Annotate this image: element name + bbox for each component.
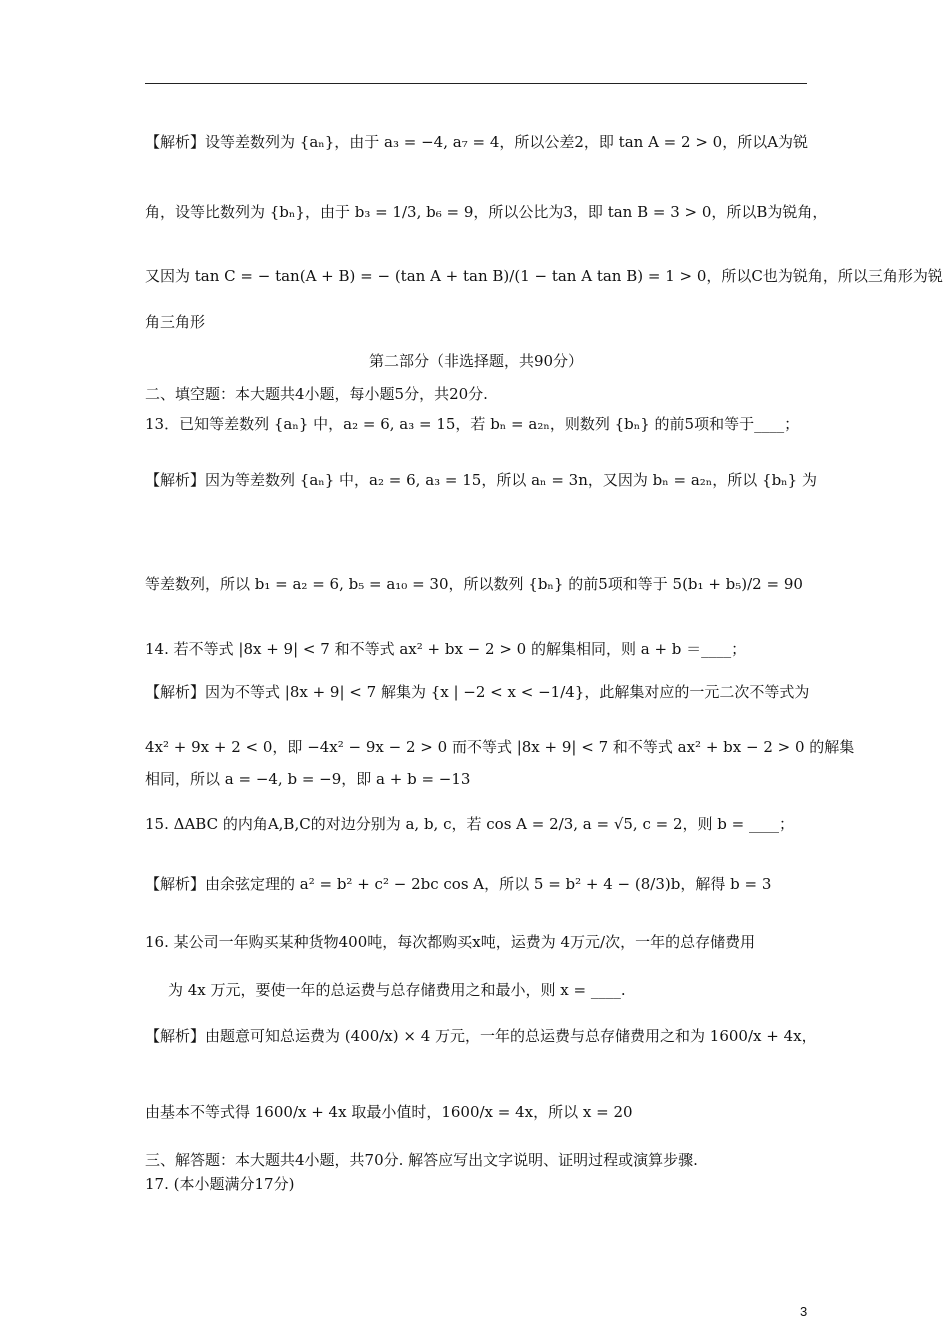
solution-14-cont2: 相同，所以 a = −4, b = −9，即 a + b = −13 [145,770,471,788]
page-number: 3 [800,1304,808,1319]
header-rule [145,83,807,84]
question-13: 13．已知等差数列 {aₙ} 中，a₂ = 6, a₃ = 15，若 bₙ = a₂ₙ，则数列 {bₙ} 的前5项和等于____； [145,415,800,433]
solution-13: 【解析】因为等差数列 {aₙ} 中，a₂ = 6, a₃ = 15，所以 aₙ = 3n，又因为 bₙ = a₂ₙ，所以 {bₙ} 为 [145,471,817,489]
section-title: 第二部分（非选择题，共90分） [368,352,584,370]
text-line: 二、填空题：本大题共4小题，每小题5分，共20分. [145,385,488,403]
question-16-cont: 为 4x 万元，要使一年的总运费与总存储费用之和最小，则 x = ____. [168,981,626,999]
question-16: 16. 某公司一年购买某种货物400吨，每次都购买x吨，运费为 4万元/次，一年的总存储费用 [145,933,756,951]
solution-16-cont: 由基本不等式得 1600/x + 4x 取最小值时，1600/x = 4x，所以 x = 20 [145,1103,633,1121]
text-line: 【解析】设等差数列为 {aₙ}，由于 a₃ = −4, a₇ = 4，所以公差2，即 tan A = 2 > 0，所以A为锐 [145,133,809,151]
text-line: 又因为 tan C = − tan(A + B) = − (tan A + tan B)/(1 − tan A tan B) = 1 > 0，所以C也为锐角，所以三角形为锐 [145,267,943,285]
text-line: 角，设等比数列为 {bₙ}，由于 b₃ = 1/3, b₆ = 9，所以公比为3，即 tan B = 3 > 0，所以B为锐角， [145,203,828,221]
question-17: 17. (本小题满分17分) [145,1175,295,1193]
solution-14-cont: 4x² + 9x + 2 < 0，即 −4x² − 9x − 2 > 0 而不等式 |8x + 9| < 7 和不等式 ax² + bx − 2 > 0 的解集 [145,738,855,756]
solution-13-cont: 等差数列，所以 b₁ = a₂ = 6, b₅ = a₁₀ = 30，所以数列 {bₙ} 的前5项和等于 5(b₁ + b₅)/2 = 90 [145,575,803,593]
solution-14: 【解析】因为不等式 |8x + 9| < 7 解集为 {x | −2 < x < −1/4}，此解集对应的一元二次不等式为 [145,683,810,701]
question-14: 14. 若不等式 |8x + 9| < 7 和不等式 ax² + bx − 2 > 0 的解集相同，则 a + b ＝____； [145,640,747,658]
solution-15: 【解析】由余弦定理的 a² = b² + c² − 2bc cos A，所以 5 = b² + 4 − (8/3)b，解得 b = 3 [145,875,772,893]
text-line: 角三角形 [145,313,206,331]
text-line: 三、解答题：本大题共4小题，共70分. 解答应写出文字说明、证明过程或演算步骤. [145,1151,698,1169]
question-15: 15. ΔABC 的内角A,B,C的对边分别为 a, b, c，若 cos A = 2/3, a = √5, c = 2，则 b = ____； [145,815,794,833]
solution-16: 【解析】由题意可知总运费为 (400/x) × 4 万元，一年的总运费与总存储费用之和为 1600/x + 4x， [145,1027,817,1045]
